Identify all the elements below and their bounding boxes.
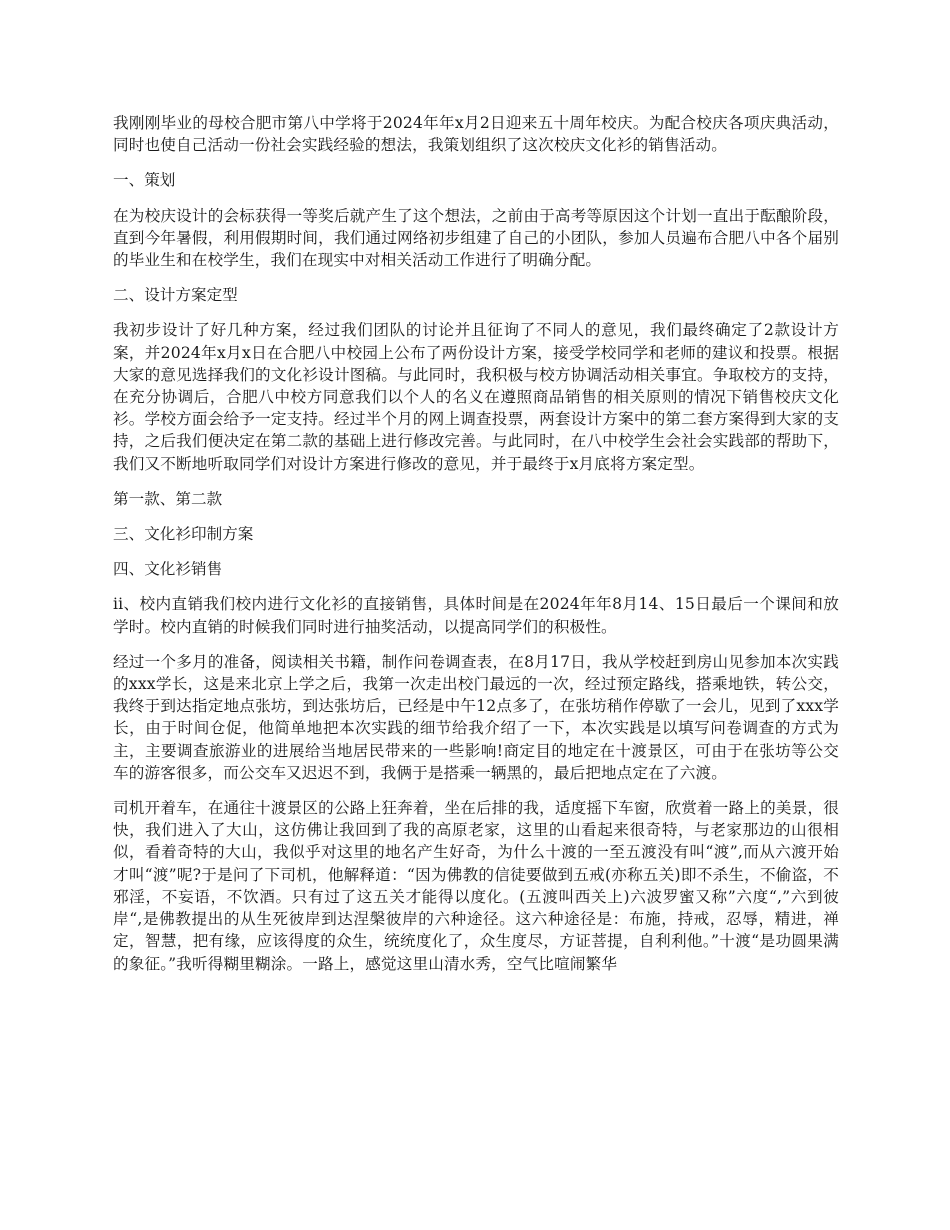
paragraph-direct-sales: ii、校内直销我们校内进行文化衫的直接销售，具体时间是在2024年年8月14、15日最后一个课间和放学时。校内直销的时候我们同时进行抽奖活动，以提高同学们的积极性。 [113,595,839,636]
paragraph-planning: 在为校庆设计的会标获得一等奖后就产生了这个想法，之前由于高考等原因这个计划一直出于酝酿阶段，直到今年暑假，利用假期时间，我们通过网络初步组建了自己的小团队，参加人员遍布合肥八中各个届别的毕业生和在校学生，我们在现实中对相关活动工作进行了明确分配。 [113,206,839,270]
section-heading-design: 二、设计方案定型 [113,286,238,305]
section-heading-printing: 三、文化衫印制方案 [113,525,254,544]
section-heading-sales: 四、文化衫销售 [113,560,223,579]
paragraph-styles: 第一款、第二款 [113,489,223,508]
paragraph-journey: 司机开着车，在通往十渡景区的公路上狂奔着，坐在后排的我，适度摇下车窗，欣赏着一路上的美景，很快，我们进入了大山，这仿佛让我回到了我的高原老家，这里的山看起来很奇特，与老家那边的山很相似，看着奇特的大山，我似乎对这里的地名产生好奇，为什么十渡的一至五渡没有叫“渡”,而从六渡开始才叫“渡”呢?于是问了下司机，他解释道：“因为佛教的信徒要做到五戒(亦称五关)即不杀生，不偷盗，不邪淫，不妄语，不饮酒。只有过了这五关才能得以度化。(五渡叫西关上)六波罗蜜又称”六度“,”六到彼岸“,是佛教提出的从生死彼岸到达涅槃彼岸的六种途径。这六种途径是：布施，持戒，忍辱，精进，禅定，智慧，把有缘，应该得度的众生，统统度化了，众生度尽，方证菩提，自利利他。”十渡“是功圆果满的象征。”我听得糊里糊涂。一路上，感觉这里山清水秀，空气比喧闹繁华 [113,799,839,973]
paragraph-design: 我初步设计了好几种方案，经过我们团队的讨论并且征询了不同人的意见，我们最终确定了2款设计方案，并2024年x月x日在合肥八中校园上公布了两份设计方案，接受学校同学和老师的建议和投票。根据大家的意见选择我们的文化衫设计图稿。与此同时，我积极与校方协调活动相关事宜。争取校方的支持，在充分协调后，合肥八中校方同意我们以个人的名义在遵照商品销售的相关原则的情况下销售校庆文化衫。学校方面会给予一定支持。经过半个月的网上调查投票，两套设计方案中的第二套方案得到大家的支持，之后我们便决定在第二款的基础上进行修改完善。与此同时，在八中校学生会社会实践部的帮助下，我们又不断地听取同学们对设计方案进行修改的意见，并于最终于x月底将方案定型。 [113,321,839,473]
document-page [113,112,839,988]
paragraph-intro: 我刚刚毕业的母校合肥市第八中学将于2024年年x月2日迎来五十周年校庆。为配合校庆各项庆典活动，同时也使自己活动一份社会实践经验的想法，我策划组织了这次校庆文化衫的销售活动。 [113,114,839,155]
paragraph-practice: 经过一个多月的准备，阅读相关书籍，制作问卷调查表，在8月17日，我从学校赶到房山见参加本次实践的xxx学长，这是来北京上学之后，我第一次走出校门最远的一次，经过预定路线，搭乘地铁，转公交，我终于到达指定地点张坊，到达张坊后，已经是中午12点多了，在张坊稍作停歇了一会儿，见到了xxx学长，由于时间仓促，他简单地把本次实践的细节给我介绍了一下，本次实践是以填写问卷调查的方式为主，主要调查旅游业的进展给当地居民带来的一些影响!商定目的地定在十渡景区，可由于在张坊等公交车的游客很多，而公交车又迟迟不到，我俩于是搭乘一辆黑的，最后把地点定在了六渡。 [113,652,839,782]
section-heading-planning: 一、策划 [113,171,176,190]
